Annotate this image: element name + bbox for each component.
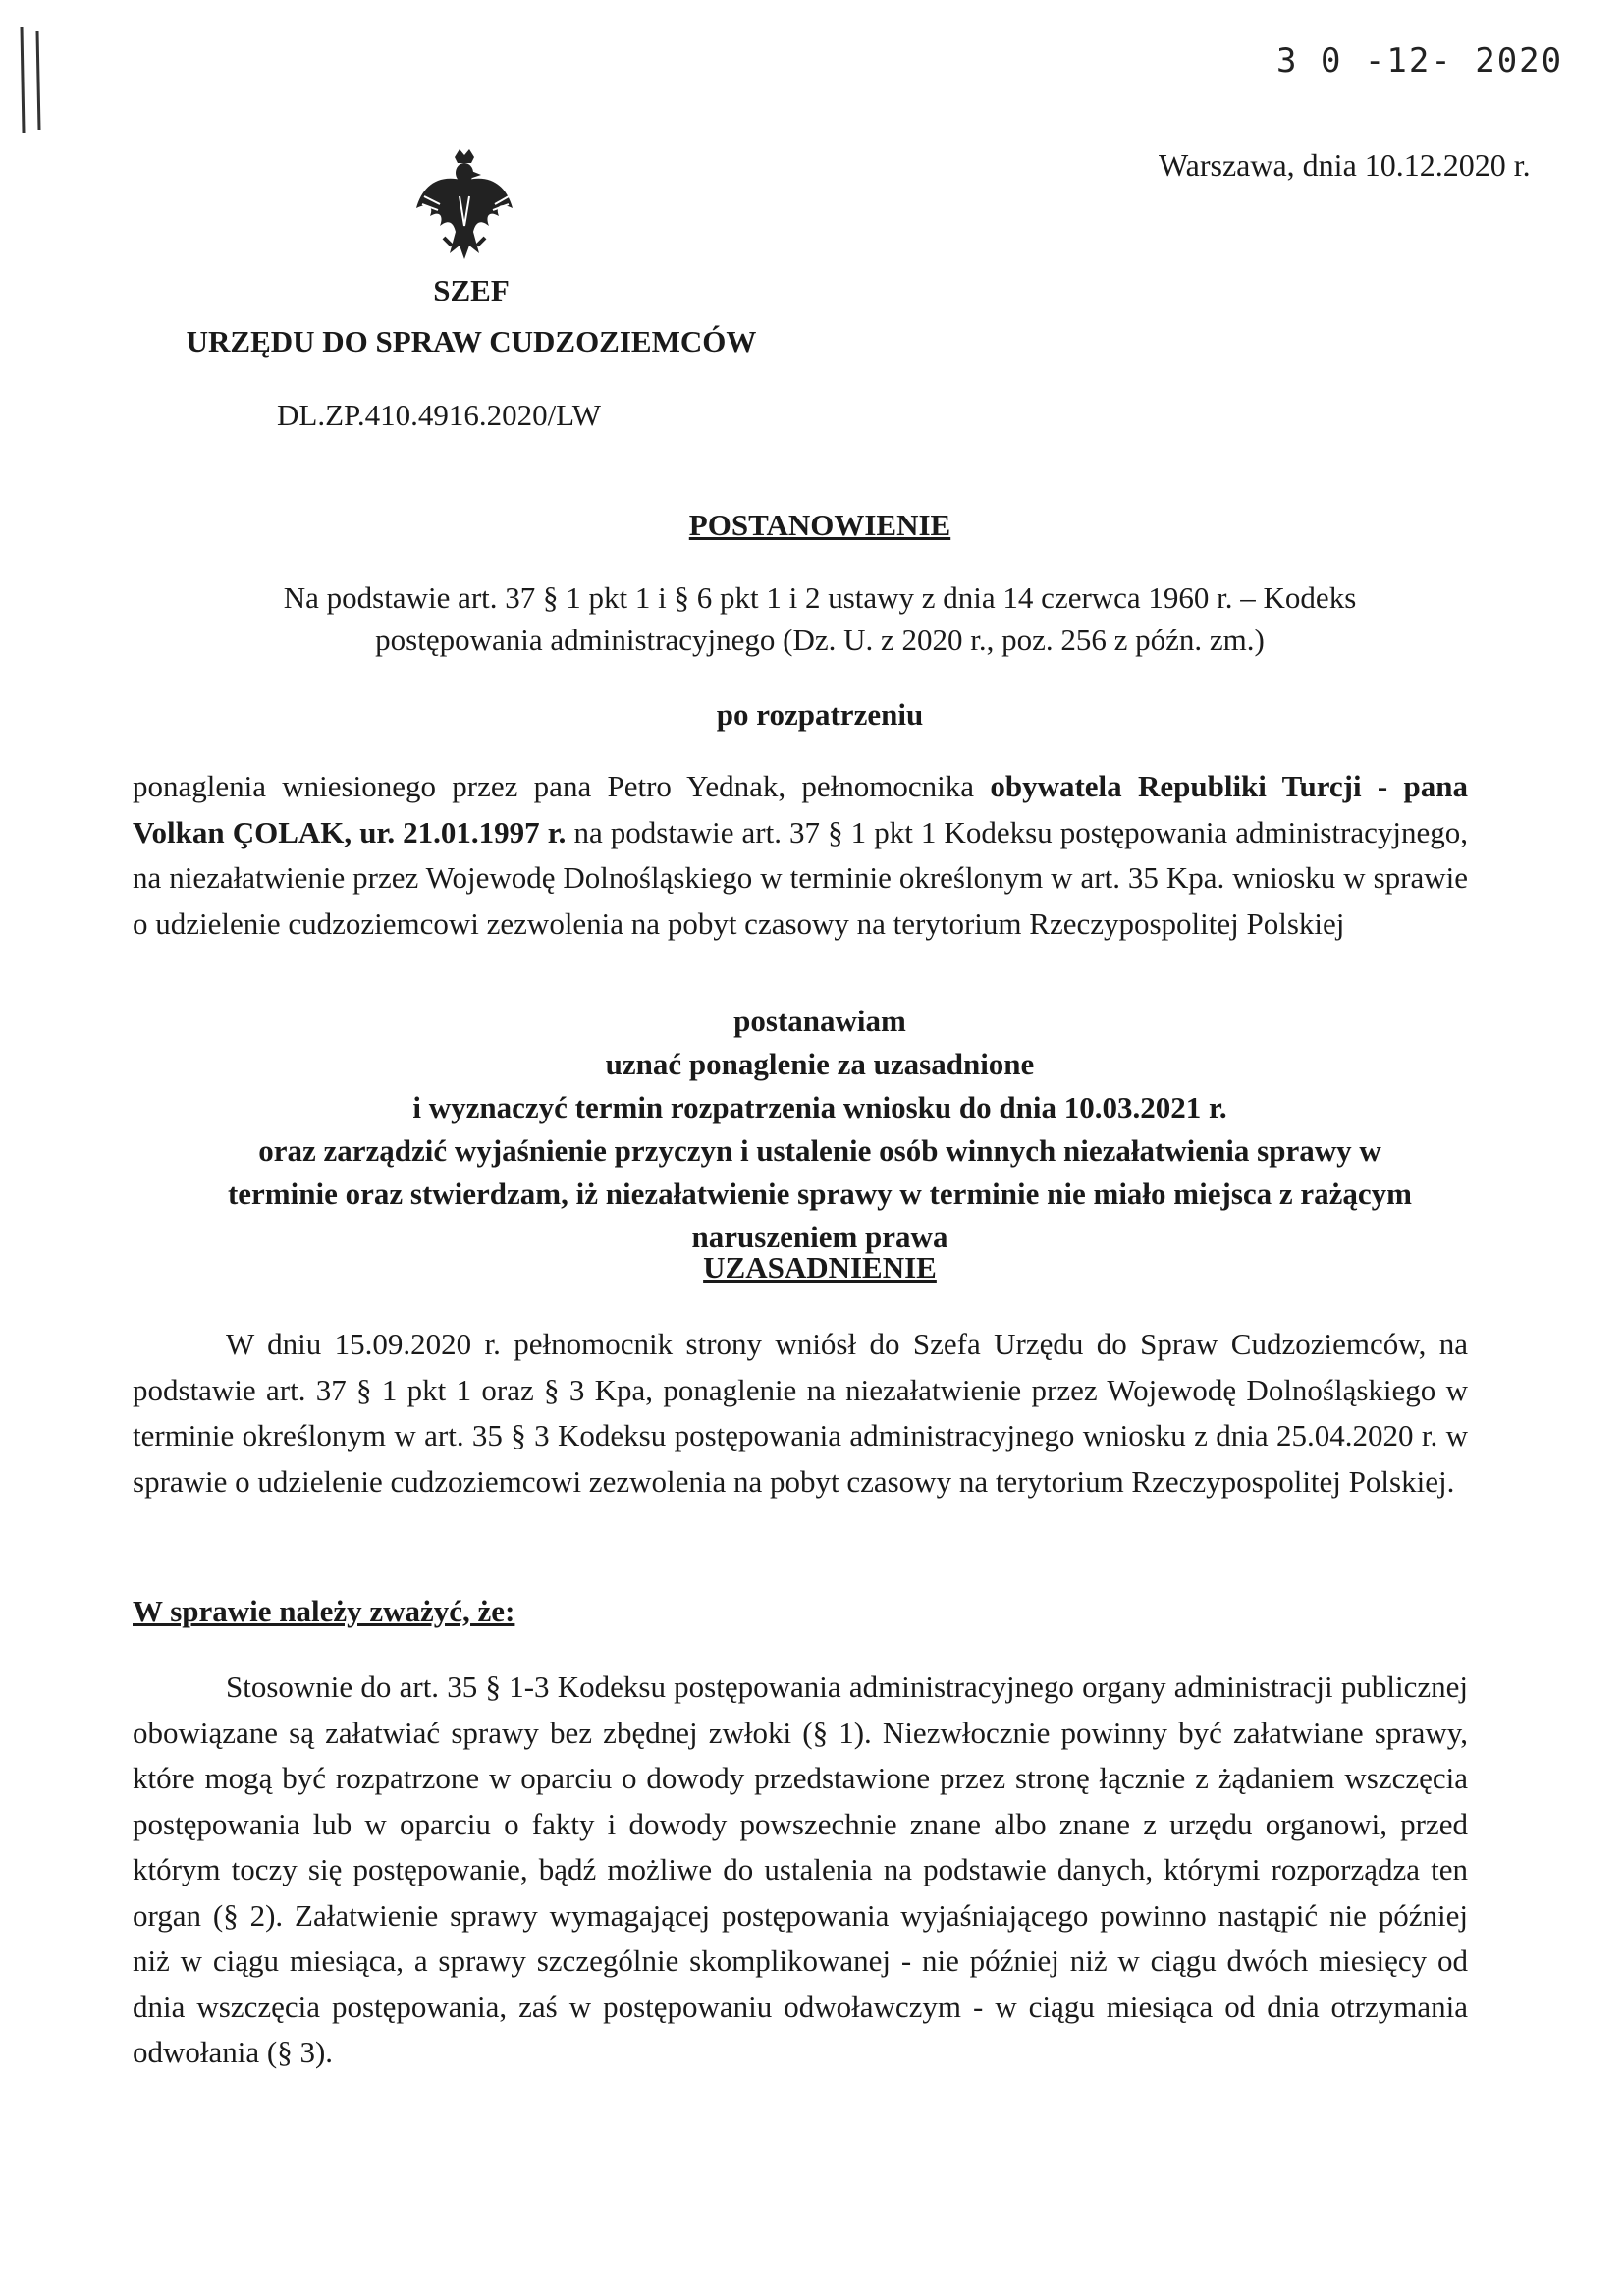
legal-basis — [133, 577, 1507, 662]
decision-line-5: terminie oraz stwierdzam, iż niezałatwienie sprawy w terminie nie miało miejsca z rażącym — [227, 1176, 1413, 1212]
ponaglenie-paragraph — [133, 764, 1468, 947]
uzasadnienie-title: UZASADNIENIE — [703, 1250, 937, 1285]
document-title: POSTANOWIENIE — [688, 508, 951, 542]
place-and-date: Warszawa, dnia 10.12.2020 r. — [1159, 147, 1531, 183]
margin-ink-mark — [14, 20, 53, 137]
decision-line-1: postanawiam — [733, 1004, 906, 1038]
legal-basis-line-2: postępowania administracyjnego (Dz. U. z 2020 r., poz. 256 z późn. zm.) — [375, 622, 1265, 657]
decision-line-6: naruszeniem prawa — [691, 1220, 948, 1255]
polish-eagle-emblem-icon — [410, 147, 518, 265]
received-date-stamp: 3 0 -12- 2020 — [1276, 41, 1564, 81]
authority-title: SZEF — [433, 273, 510, 307]
ponaglenie-text-b: na podstawie art. 37 § 1 pkt 1 Kodeksu postępowania administracyjnego, na niezałatwienie przez Wojewodę Dolnośląskiego w terminie określonym w art. 35 Kpa. wniosku w sprawie o udzielenie cudzoziemcowi zezwolenia na pobyt czasowy na terytorium Rzeczypospolitej Polskiej — [133, 814, 1468, 941]
decision-block — [133, 1000, 1507, 1259]
legal-basis-line-1: Na podstawie art. 37 § 1 pkt 1 i § 6 pkt 1 i 2 ustawy z dnia 14 czerwca 1960 r. – Kodeks — [283, 580, 1357, 615]
uzasadnienie-paragraph-1: W dniu 15.09.2020 r. pełnomocnik strony wniósł do Szefa Urzędu do Spraw Cudzoziemców, na podstawie art. 37 § 1 pkt 1 oraz § 3 Kpa, ponaglenie na niezałatwienie przez Wojewodę Dolnośląskiego w terminie określonym w art. 35 § 3 Kodeksu postępowania administracyjnego wniosku z dnia 25.04.2020 r. w sprawie o udzielenie cudzoziemcowi zezwolenia na pobyt czasowy na terytorium Rzeczypospolitej Polskiej. — [133, 1327, 1468, 1499]
decision-line-2: uznać ponaglenie za uzasadnione — [605, 1047, 1035, 1082]
uzasadnienie-paragraph-2: Stosownie do art. 35 § 1-3 Kodeksu postępowania administracyjnego organy administracji publicznej obowiązane są załatwiać sprawy bez zbędnej zwłoki (§ 1). Niezwłocznie powinny być załatwiane sprawy, które mogą być rozpatrzone w oparciu o dowody przedstawione przez stronę łącznie z żądaniem wszczęcia postępowania lub w oparciu o fakty i dowody powszechnie znane albo znane z urzędu organowi, przed którym toczy się postępowanie, bądź możliwe do ustalenia na podstawie danych, którymi rozporządza ten organ (§ 2). Załatwienie sprawy wymagającej postępowania wyjaśniającego powinno nastąpić nie później niż w ciągu miesiąca, a sprawy szczególnie skomplikowanej - nie później niż w ciągu dwóch miesięcy od dnia wszczęcia postępowania, zaś w postępowaniu odwoławczym - w ciągu miesiąca od dnia otrzymania odwołania (§ 3). — [133, 1669, 1468, 2069]
w-sprawie-heading: W sprawie należy zważyć, że: — [133, 1594, 515, 1628]
po-rozpatrzeniu-heading: po rozpatrzeniu — [716, 697, 924, 732]
decision-line-3: i wyznaczyć termin rozpatrzenia wniosku do dnia 10.03.2021 r. — [412, 1090, 1227, 1125]
case-reference: DL.ZP.410.4916.2020/LW — [277, 398, 602, 432]
authority-office: URZĘDU DO SPRAW CUDZOZIEMCÓW — [186, 324, 757, 358]
ponaglenie-party: obywatela Republiki Turcji - pana Volkan ÇOLAK, ur. 21.01.1997 r. — [133, 769, 1469, 849]
decision-line-4: oraz zarządzić wyjaśnienie przyczyn i ustalenie osób winnych niezałatwienia sprawy w — [258, 1133, 1381, 1169]
ponaglenie-text-a: ponaglenia wniesionego przez pana Petro Yednak, pełnomocnika — [133, 769, 991, 803]
